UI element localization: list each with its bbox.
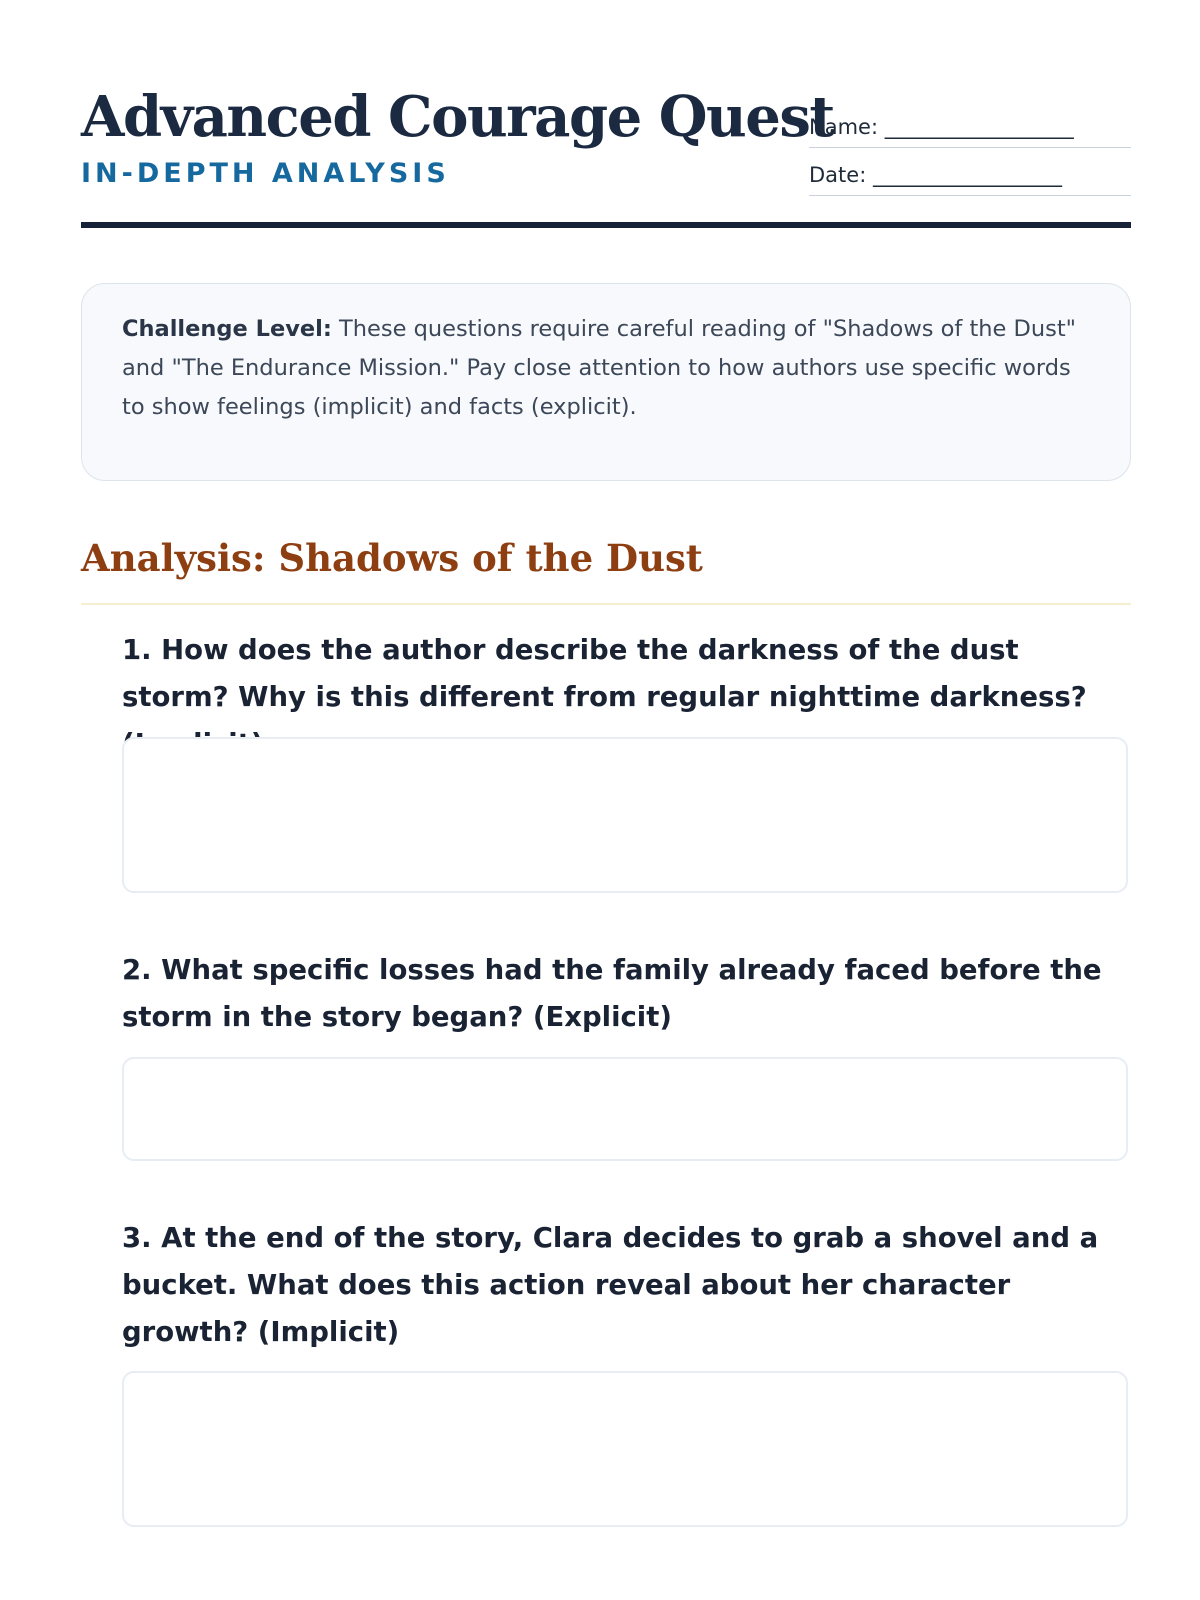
date-field[interactable]: Date: __________________ — [809, 160, 1131, 196]
student-info — [809, 112, 1131, 208]
challenge-level-label: Challenge Level: — [122, 316, 332, 342]
challenge-level-text: These questions require careful reading of "Shadows of the Dust" and "The Endurance Mission." Pay close attention to how authors use specific words to show feelings (implicit) and facts (explicit). — [122, 316, 1076, 420]
challenge-level-callout — [81, 283, 1131, 481]
answer-box-1[interactable] — [122, 737, 1128, 893]
question-2: 2. What specific losses had the family already faced before the storm in the story began? (Explicit) — [122, 954, 1102, 1033]
worksheet-header — [81, 0, 1131, 232]
header-divider — [81, 222, 1131, 228]
section-title: Analysis: Shadows of the Dust — [81, 536, 703, 580]
answer-box-2[interactable] — [122, 1057, 1128, 1161]
question-1: 1. How does the author describe the darkness of the dust storm? Why is this different from regular nighttime darkness? — [122, 634, 1087, 713]
name-field[interactable]: Name: __________________ — [809, 112, 1131, 148]
worksheet-page — [81, 0, 1131, 1348]
page-subtitle: IN-DEPTH ANALYSIS — [81, 158, 450, 189]
page-title: Advanced Courage Quest — [81, 84, 834, 150]
question-3: 3. At the end of the story, Clara decides to grab a shovel and a bucket. What does this action reveal about her character growth? (Implicit) — [122, 1222, 1099, 1348]
section-divider — [81, 603, 1131, 605]
answer-box-3[interactable] — [122, 1371, 1128, 1527]
